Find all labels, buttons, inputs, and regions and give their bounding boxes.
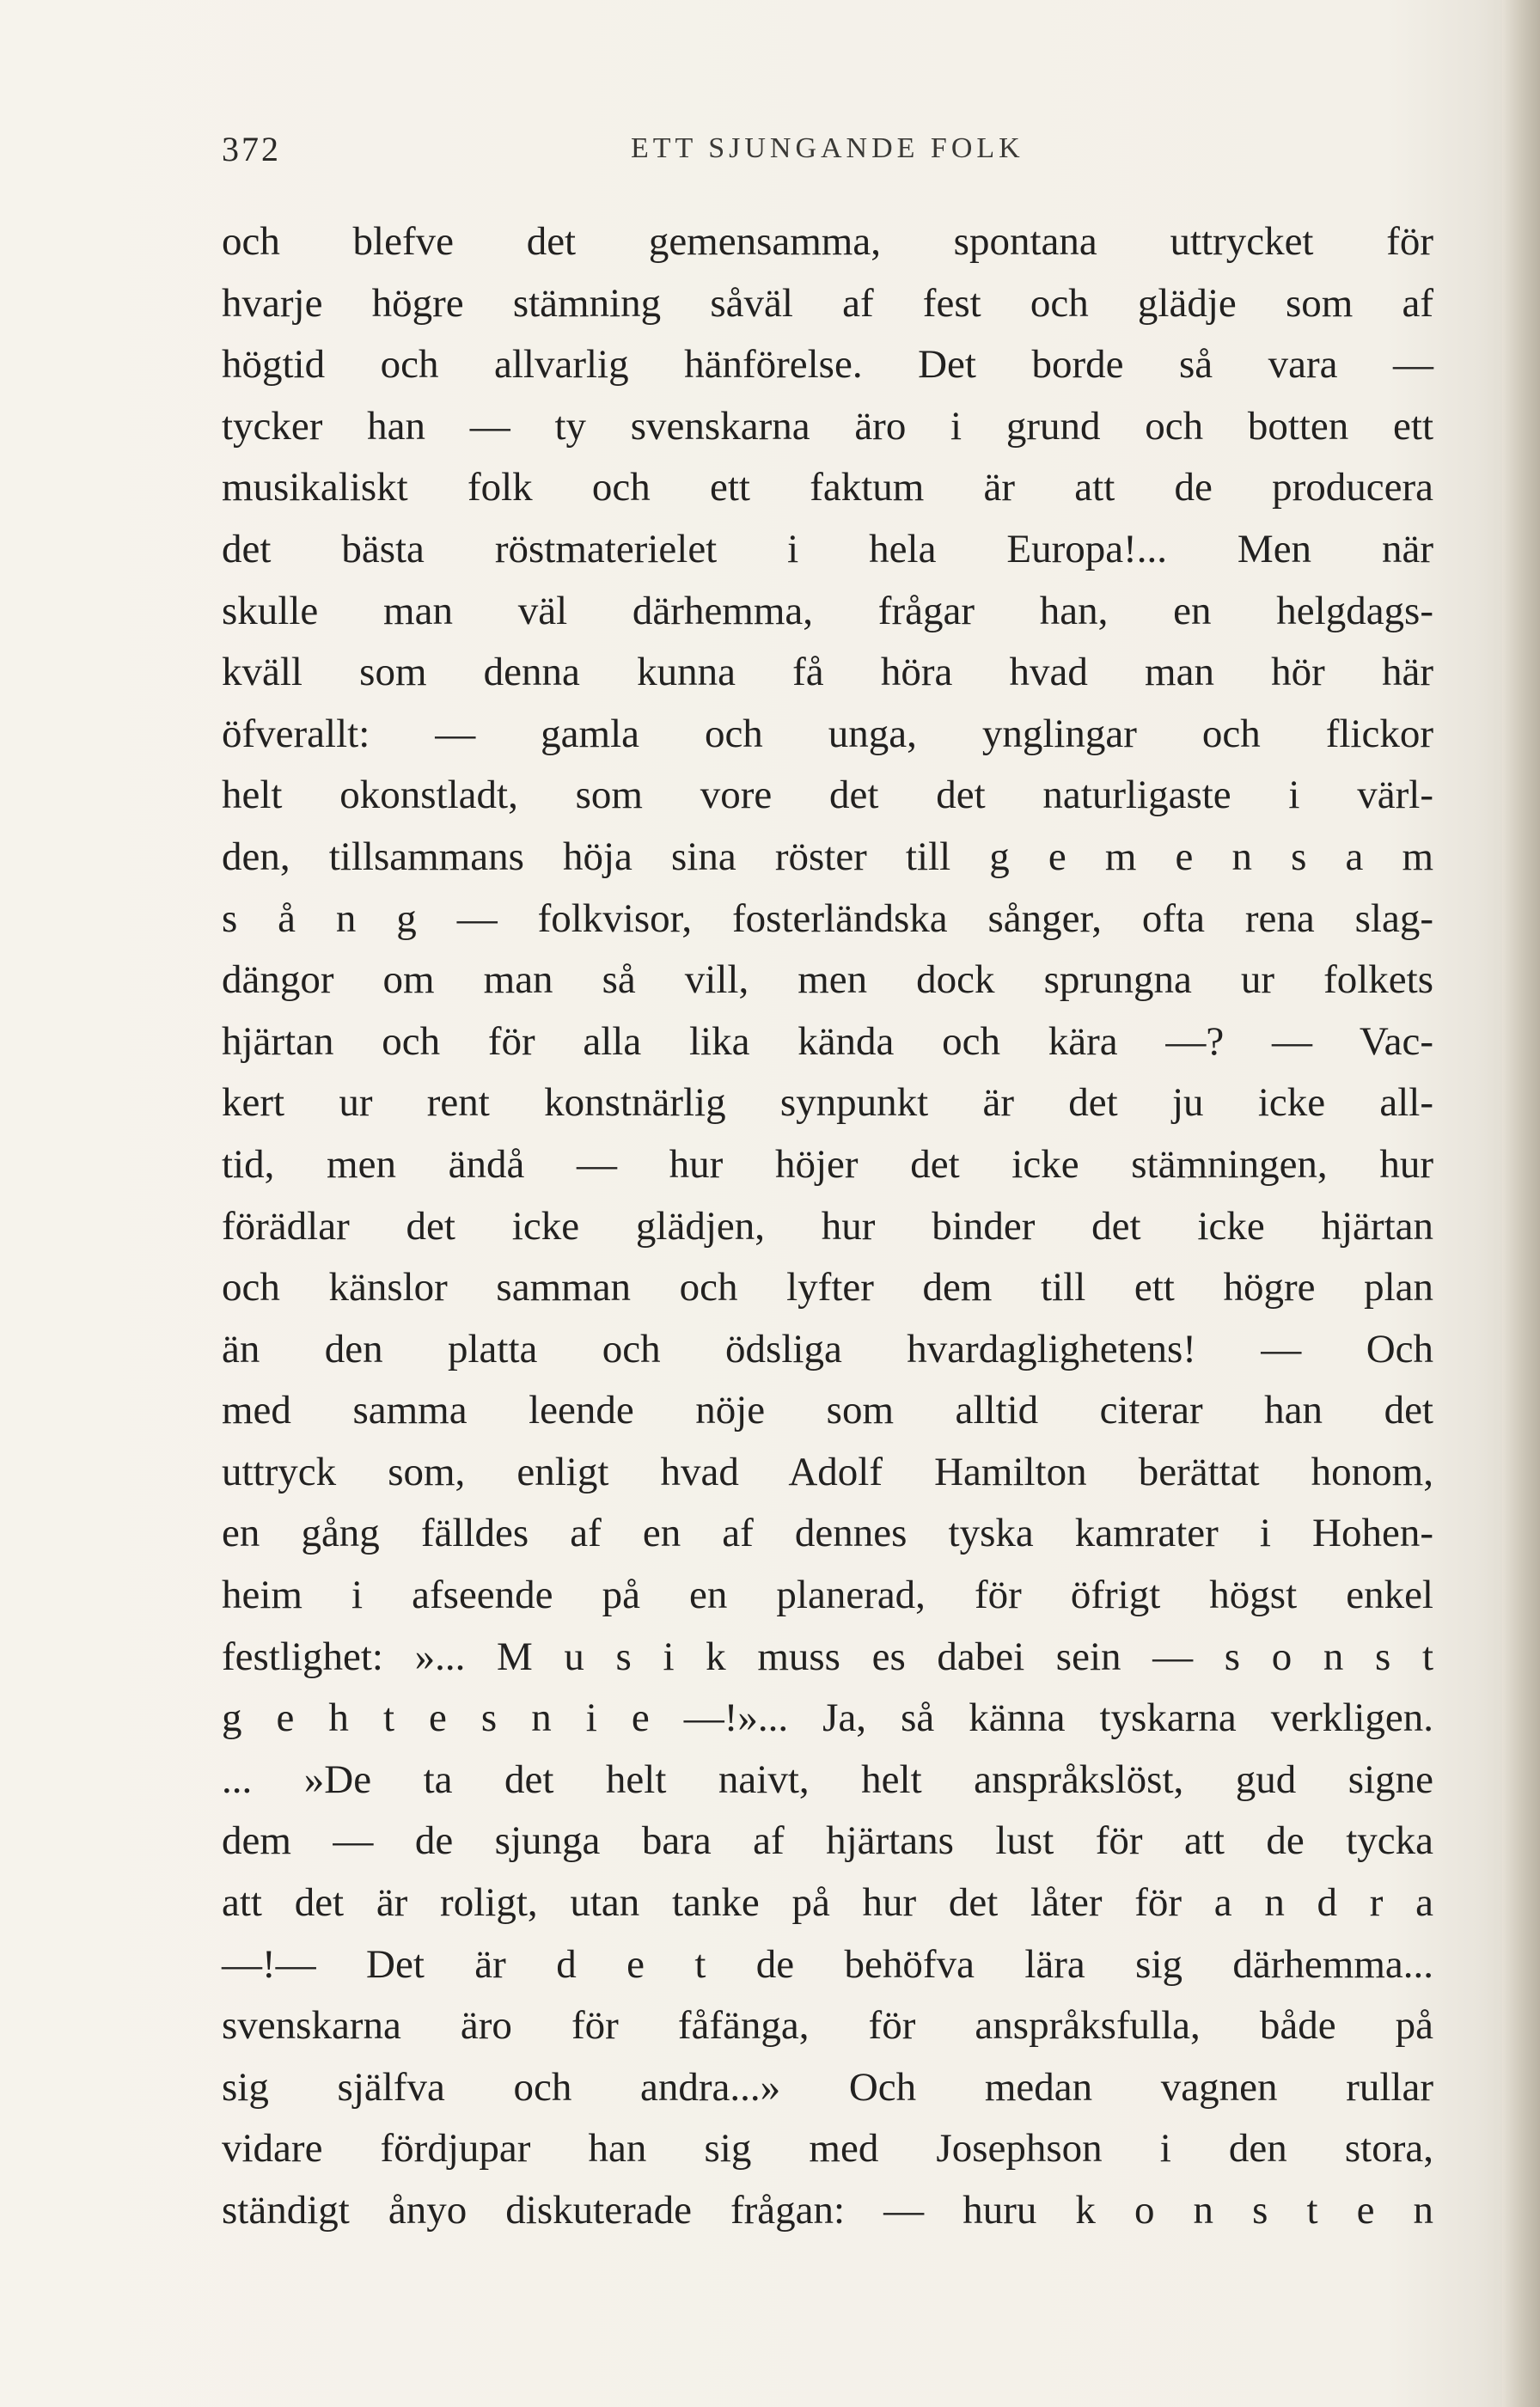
page-header: [222, 129, 1433, 180]
page-gutter-shadow: [1502, 0, 1540, 2407]
text-line: förädlar det icke glädjen, hur binder det icke hjärtan: [222, 1203, 1433, 1249]
text-line: högtid och allvarlig hänförelse. Det borde så vara —: [222, 342, 1433, 388]
text-line: ständigt ånyo diskuterade frågan: — huru k o n s t e n: [222, 2188, 1433, 2233]
text-line: svenskarna äro för fåfänga, för anspråksfulla, både på: [222, 2003, 1433, 2049]
text-line: att det är roligt, utan tanke på hur det låter för a n d r a: [222, 1880, 1433, 1926]
text-line: helt okonstladt, som vore det det naturligaste i värl-: [222, 773, 1433, 818]
text-line: dängor om man så vill, men dock sprungna ur folkets: [222, 957, 1433, 1003]
text-line: ... »De ta det helt naivt, helt anspråkslöst, gud signe: [222, 1756, 1433, 1802]
body-text: [222, 211, 1433, 2242]
text-line: öfverallt: — gamla och unga, ynglingar och flickor: [222, 711, 1433, 756]
text-line: med samma leende nöje som alltid citerar han det: [222, 1388, 1433, 1433]
text-line: dem — de sjunga bara af hjärtans lust för att de tycka: [222, 1818, 1433, 1864]
text-line: heim i afseende på en planerad, för öfrigt högst enkel: [222, 1573, 1433, 1618]
text-line: en gång fälldes af en af dennes tyska kamrater i Hohen-: [222, 1511, 1433, 1556]
text-line: g e h t e s n i e —!»... Ja, så känna tyskarna verkligen.: [222, 1695, 1433, 1741]
text-line: och blefve det gemensamma, spontana uttrycket för: [222, 219, 1433, 264]
text-line: uttryck som, enligt hvad Adolf Hamilton berättat honom,: [222, 1449, 1433, 1494]
text-line: s å n g — folkvisor, fosterländska sånger, ofta rena slag-: [222, 895, 1433, 941]
text-line: hvarje högre stämning såväl af fest och glädje som af: [222, 280, 1433, 326]
text-line: kert ur rent konstnärlig synpunkt är det ju icke all-: [222, 1080, 1433, 1126]
text-line: den, tillsammans höja sina röster till g e m e n s a m: [222, 834, 1433, 879]
running-head: ETT SJUNGANDE FOLK: [631, 132, 1024, 164]
text-line: vidare fördjupar han sig med Josephson i den stora,: [222, 2126, 1433, 2172]
text-line: skulle man väl därhemma, frågar han, en helgdags-: [222, 588, 1433, 633]
text-line: det bästa röstmaterielet i hela Europa!... Men när: [222, 526, 1433, 571]
page-number: 372: [222, 130, 281, 168]
text-line: sig själfva och andra...» Och medan vagnen rullar: [222, 2064, 1433, 2110]
text-line: —!— Det är d e t de behöfva lära sig därhemma...: [222, 1941, 1433, 1987]
text-line: kväll som denna kunna få höra hvad man hör här: [222, 650, 1433, 695]
text-line: och känslor samman och lyfter dem till ett högre plan: [222, 1265, 1433, 1310]
text-line: tycker han — ty svenskarna äro i grund och botten ett: [222, 403, 1433, 449]
text-line: än den platta och ödsliga hvardaglighetens! — Och: [222, 1326, 1433, 1372]
text-line: hjärtan och för alla lika kända och kära —? — Vac-: [222, 1018, 1433, 1064]
text-line: tid, men ändå — hur höjer det icke stämningen, hur: [222, 1141, 1433, 1187]
text-line: musikaliskt folk och ett faktum är att de producera: [222, 465, 1433, 510]
text-line: festlighet: »... M u s i k muss es dabei sein — s o n s t: [222, 1634, 1433, 1679]
